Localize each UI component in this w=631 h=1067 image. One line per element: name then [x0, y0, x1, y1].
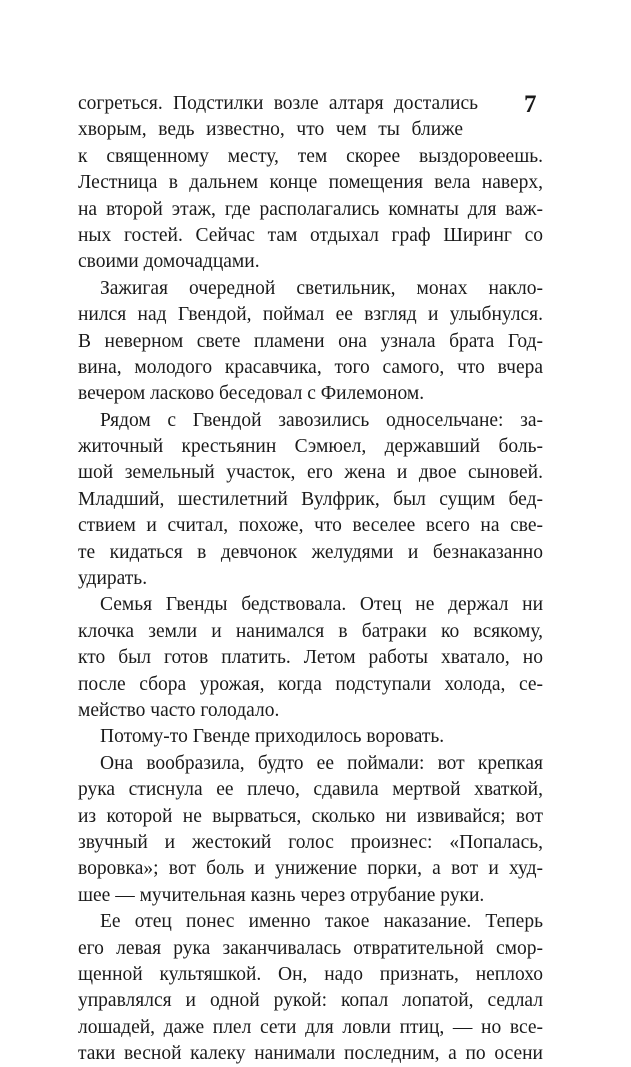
text-line: согреться. Подстилки возле алтаря достались	[78, 93, 478, 114]
text-line: житочный крестьянин Сэмюел, державший боль-	[78, 436, 543, 458]
text-line: из которой не вырваться, сколько ни извивайся; вот	[78, 805, 543, 827]
text-line: Младший, шестилетний Вулфрик, был сущим бед-	[78, 488, 543, 510]
text-line: шой земельный участок, его жена и двое сыновей.	[78, 462, 543, 484]
text-line: ствием и считал, похоже, что веселее всего на све-	[78, 515, 543, 537]
text-line: Семья Гвенды бедствовала. Отец не держал ни	[100, 594, 543, 616]
text-line: Она вообразила, будто ее поймали: вот крепкая	[100, 752, 543, 774]
text-line: к священному месту, тем скорее выздоровеешь.	[78, 145, 543, 167]
text-line: воровка»; вот боль и унижение порки, а вот и худ-	[78, 858, 543, 880]
text-line: Ее отец понес именно такое наказание. Теперь	[100, 911, 543, 933]
text-line: Потому-то Гвенде приходилось воровать.	[100, 726, 445, 748]
text-line: ных гостей. Сейчас там отдыхал граф Ширинг со	[78, 224, 543, 246]
text-line: своими домочадцами.	[78, 251, 260, 273]
text-line: вечером ласково беседовал с Филемоном.	[78, 383, 425, 405]
text-line: шее — мучительная казнь через отрубание руки.	[78, 884, 485, 906]
text-line: после сбора урожая, когда подступали холода, се-	[78, 673, 543, 695]
text-line: мейство часто голодало.	[78, 699, 280, 721]
text-line: щенной культяшкой. Он, надо признать, неплохо	[78, 963, 543, 985]
text-line: кто был готов платить. Летом работы хватало, но	[78, 647, 543, 669]
text-line: удирать.	[78, 568, 148, 590]
page-number: 7	[524, 91, 537, 118]
body-text	[78, 91, 543, 1067]
text-line: рука стиснула ее плечо, сдавила мертвой хваткой,	[78, 779, 543, 801]
text-line: таки весной калеку нанимали последним, а по осени	[78, 1043, 543, 1065]
text-line: управлялся и одной рукой: копал лопатой, седлал	[78, 990, 543, 1012]
text-line: Рядом с Гвендой завозились односельчане: за-	[100, 409, 543, 431]
text-line: нился над Гвендой, поймал ее взгляд и улыбнулся.	[78, 304, 543, 326]
text-line: Зажигая очередной светильник, монах накло-	[100, 277, 543, 299]
text-line: лошадей, даже плел сети для ловли птиц, — но все-	[78, 1016, 543, 1038]
text-line: клочка земли и нанимался в батраки ко всякому,	[78, 620, 543, 642]
text-line: его левая рука заканчивалась отвратительной смор-	[78, 937, 543, 959]
text-line: Лестница в дальнем конце помещения вела наверх,	[78, 172, 543, 194]
text-line: на второй этаж, где располагались комнаты для важ-	[78, 198, 543, 220]
text-line: В неверном свете пламени она узнала брата Год-	[78, 330, 543, 352]
text-line: те кидаться в девчонок желудями и безнаказанно	[78, 541, 543, 563]
text-line: хворым, ведь известно, что чем ты ближе	[78, 119, 463, 141]
text-line: звучный и жестокий голос произнес: «Попалась,	[78, 831, 543, 853]
text-line: вина, молодого красавчика, того самого, что вчера	[78, 356, 543, 378]
